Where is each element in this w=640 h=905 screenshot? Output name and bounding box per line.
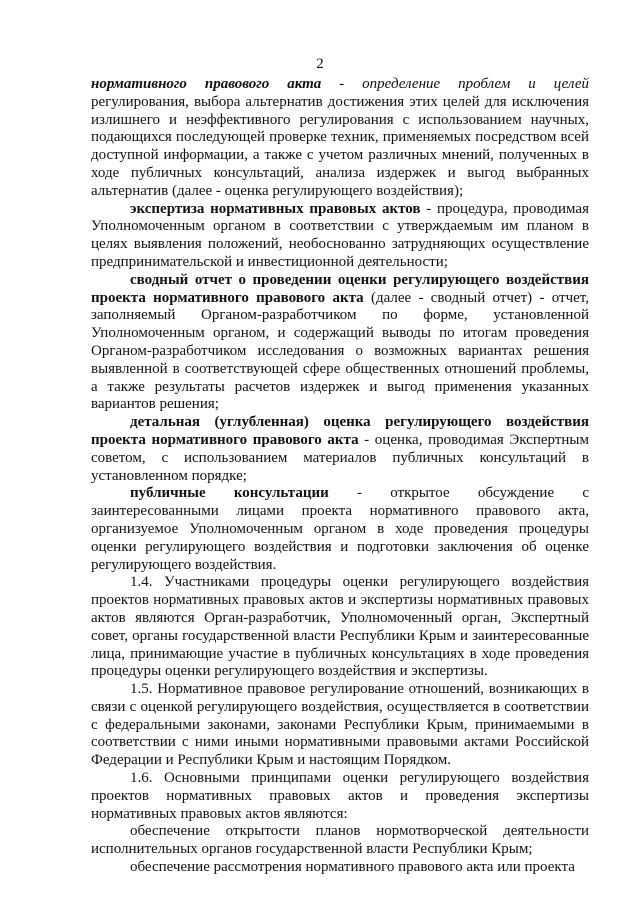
- text-regular: - процедура, проводимая Уполномоченным органом в соответствии с утверждаемым им планом в целях выявления положений, необоснованно затрудняющих осуществление предпринимательской и инвестиционной деятельности;: [91, 200, 589, 270]
- text-regular: обеспечение рассмотрения нормативного правового акта или проекта: [130, 859, 575, 876]
- text-regular: 1.5. Нормативное правовое регулирование отношений, возникающих в связи с оценкой регулирующего воздействия, осуществляется в соответствии с федеральными законами, законами Республики Крым, принимаемыми в соответствии с ними иными нормативными правовыми актами Российской Федерации и Республики Крым и настоящим Порядком.: [91, 681, 589, 769]
- term-bold: публичные консультации: [130, 485, 329, 502]
- paragraph-principle-review: [91, 859, 589, 877]
- paragraph-1-6: [91, 770, 589, 823]
- paragraph-definition-summary-report: [91, 272, 589, 414]
- term-bold: экспертиза нормативных правовых актов: [130, 200, 421, 217]
- paragraph-definition-detailed-assessment: [91, 414, 589, 485]
- paragraph-definition-expertise: [91, 201, 589, 272]
- text-regular: обеспечение открытости планов нормотворческой деятельности исполнительных органов государственной власти Республики Крым;: [91, 823, 589, 858]
- text-italic: - определение проблем и целей: [321, 76, 589, 92]
- page-number: 2: [316, 56, 324, 72]
- document-body: [91, 76, 589, 877]
- paragraph-principle-openness: [91, 823, 589, 859]
- text-regular: (далее - сводный отчет) - отчет, заполняемый Органом-разработчиком по форме, установленной Уполномоченным органом, и содержащий выводы по итогам проведения Органом-разработчиком исследования о возможных вариантах решения выявленной в соответствующей сфере общественных отношений проблемы, а также результаты расчетов издержек и выгод применения указанных вариантов решения;: [91, 289, 589, 413]
- paragraph-1-5: [91, 681, 589, 770]
- text-regular: - оценка, проводимая Экспертным советом, с использованием материалов публичных консультаций в установленном порядке;: [91, 431, 589, 484]
- text-regular: 1.6. Основными принципами оценки регулирующего воздействия проектов нормативных правовых актов и проведения экспертизы нормативных правовых актов являются:: [91, 770, 589, 822]
- term-bold: детальная (углубленная) оценка регулирующего воздействия проекта нормативного правового акта: [91, 414, 589, 448]
- term-bold-italic: нормативного правового акта: [91, 76, 322, 92]
- term-bold: сводный отчет о проведении оценки регулирующего воздействия проекта нормативного правового акта: [91, 271, 589, 306]
- paragraph-definition-public-consultations: [91, 485, 589, 574]
- text-regular: регулирования, выбора альтернатив достижения этих целей для исключения излишнего и неэффективного регулирования с использованием научных, подающихся последующей проверке техник, применяемых посредством всей доступной информации, а также с учетом различных мнений, полученных в ходе публичных консультаций, анализа издержек и выгод выбранных альтернатив (далее - оценка регулирующего воздействия);: [91, 93, 589, 199]
- paragraph-1-4: [91, 574, 589, 681]
- text-regular: - открытое обсуждение с заинтересованными лицами проекта нормативного правового акта, организуемое Уполномоченным органом в ходе проведения процедуры оценки регулирующего воздействия и подготовки заключения об оценке регулирующего воздействия.: [91, 485, 589, 573]
- text-regular: 1.4. Участниками процедуры оценки регулирующего воздействия проектов нормативных правовых актов и экспертизы нормативных правовых актов являются Орган-разработчик, Уполномоченный орган, Экспертный совет, органы государственной власти Республики Крым и заинтересованные лица, принимающие участие в публичных консультациях в ходе проведения процедуры оценки регулирующего воздействия и экспертизы.: [91, 574, 589, 680]
- paragraph-definition-orv: [91, 76, 589, 201]
